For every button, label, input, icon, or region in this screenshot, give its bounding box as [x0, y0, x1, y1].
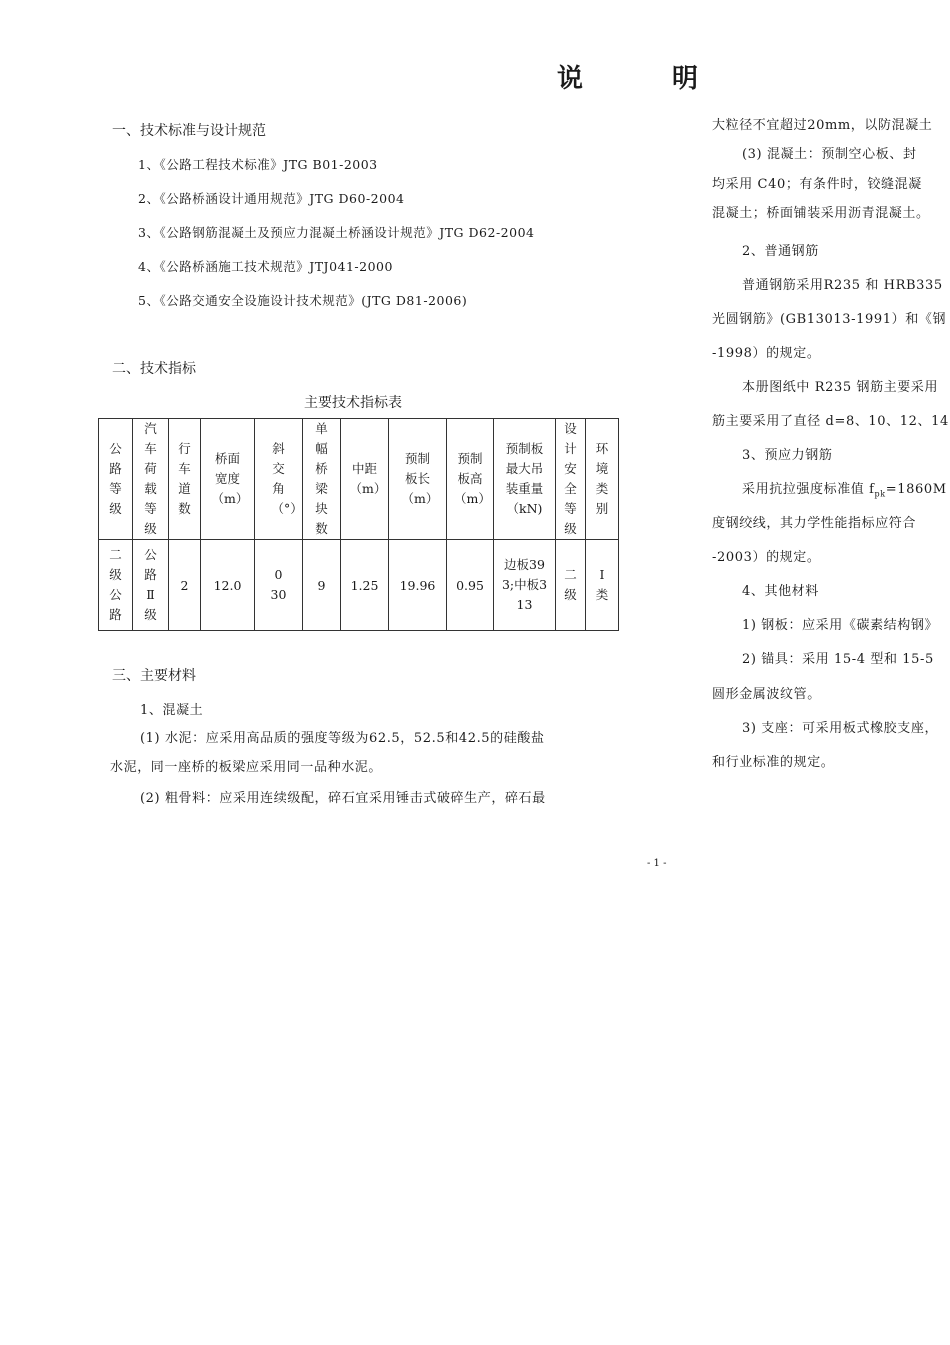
cell-text: 0.95	[456, 577, 484, 593]
fpk-value: =1860M	[885, 482, 947, 497]
standard-item: 4、《公路桥涵施工技术规范》JTJ041-2000	[138, 259, 393, 274]
paragraph-line: -1998）的规定。	[712, 346, 821, 361]
paragraph-line: 2) 锚具：采用 15-4 型和 15-5	[742, 652, 934, 667]
paragraph-line: 水泥，同一座桥的板梁应采用同一品种水泥。	[110, 760, 383, 775]
cell-text: 二级公路	[109, 547, 122, 622]
fpk-subscript: pk	[874, 489, 886, 499]
paragraph-line: 3) 支座：可采用板式橡胶支座，	[742, 721, 939, 736]
cell-text: 二级	[564, 567, 577, 602]
paragraph-line: (3) 混凝土：预制空心板、封	[742, 147, 917, 162]
header-text: 汽车荷载等级	[144, 421, 157, 536]
subsection-concrete: 1、混凝土	[140, 703, 204, 718]
paragraph-line: 混凝土；桥面铺装采用沥青混凝土。	[712, 206, 930, 221]
paragraph-line: (2) 粗骨料：应采用连续级配，碎石宜采用锤击式破碎生产，碎石最	[140, 791, 546, 806]
paragraph-line: 大粒径不宜超过20mm，以防混凝土	[712, 118, 933, 133]
subsection-heading: 3、预应力钢筋	[742, 448, 833, 463]
header-text: 单幅桥梁块数	[315, 421, 328, 536]
header-text: 中距（m）	[349, 461, 387, 496]
cell-text: 公路Ⅱ级	[144, 547, 157, 622]
subsection-heading: 4、其他材料	[742, 584, 819, 599]
standard-item: 2、《公路桥涵设计通用规范》JTG D60-2004	[138, 191, 405, 206]
paragraph-line: 均采用 C40；有条件时，铰缝混凝	[712, 177, 922, 192]
header-text: 环境类别	[595, 441, 609, 516]
cell-text: Ⅰ类	[595, 567, 609, 602]
cell-text: 12.0	[213, 577, 242, 593]
cell-text: 19.96	[399, 577, 436, 593]
cell-text: 边板393;中板313	[501, 557, 548, 612]
header-text: 预制板高（m）	[454, 451, 491, 506]
paragraph-line: 1) 钢板：应采用《碳素结构钢》	[742, 618, 939, 633]
fpk-prefix: 采用抗拉强度标准值 f	[742, 482, 875, 497]
header-text: 行车道数	[178, 441, 191, 516]
paragraph-line: 筋主要采用了直径 d=8、10、12、14	[712, 414, 949, 429]
standard-item: 1、《公路工程技术标准》JTG B01-2003	[138, 157, 378, 172]
page-number: - 1 -	[647, 858, 667, 869]
standard-item: 5、《公路交通安全设施设计技术规范》(JTG D81-2006)	[138, 293, 468, 308]
paragraph-line: 普通钢筋采用R235 和 HRB335	[742, 278, 943, 293]
paragraph-line: 圆形金属波纹管。	[712, 687, 821, 702]
cell-text: 1.25	[350, 577, 379, 593]
section-3-heading: 三、主要材料	[112, 668, 196, 684]
subsection-heading: 2、普通钢筋	[742, 244, 819, 259]
paragraph-line: 度钢绞线，其力学性能指标应符合	[712, 516, 917, 531]
table-caption: 主要技术指标表	[304, 395, 402, 411]
paragraph-line: -2003）的规定。	[712, 550, 821, 565]
page-title-right: 明	[672, 64, 701, 94]
header-text: 斜交角（°）	[271, 441, 303, 516]
header-text: 公路等级	[109, 441, 122, 516]
paragraph-line: (1) 水泥：应采用高品质的强度等级为62.5，52.5和42.5的硅酸盐	[140, 731, 545, 746]
section-1-heading: 一、技术标准与设计规范	[112, 123, 266, 139]
paragraph-line: 本册图纸中 R235 钢筋主要采用	[742, 380, 939, 395]
header-text: 预制板最大吊装重量（kN)	[505, 441, 544, 516]
cell-text: 0 30	[270, 567, 287, 602]
cell-text: 9	[317, 577, 326, 593]
paragraph-line: 和行业标准的规定。	[712, 755, 835, 770]
standard-item: 3、《公路钢筋混凝土及预应力混凝土桥涵设计规范》JTG D62-2004	[138, 225, 535, 240]
cell-text: 2	[180, 577, 189, 593]
paragraph-line	[742, 478, 947, 499]
page-title-left: 说	[557, 64, 586, 94]
header-text: 设计安全等级	[564, 421, 577, 536]
header-text: 桥面宽度（m）	[211, 451, 249, 506]
section-2-heading: 二、技术指标	[112, 361, 196, 377]
paragraph-line: 光圆钢筋》(GB13013-1991）和《钢	[712, 312, 947, 327]
header-text: 预制板长（m）	[401, 451, 439, 506]
